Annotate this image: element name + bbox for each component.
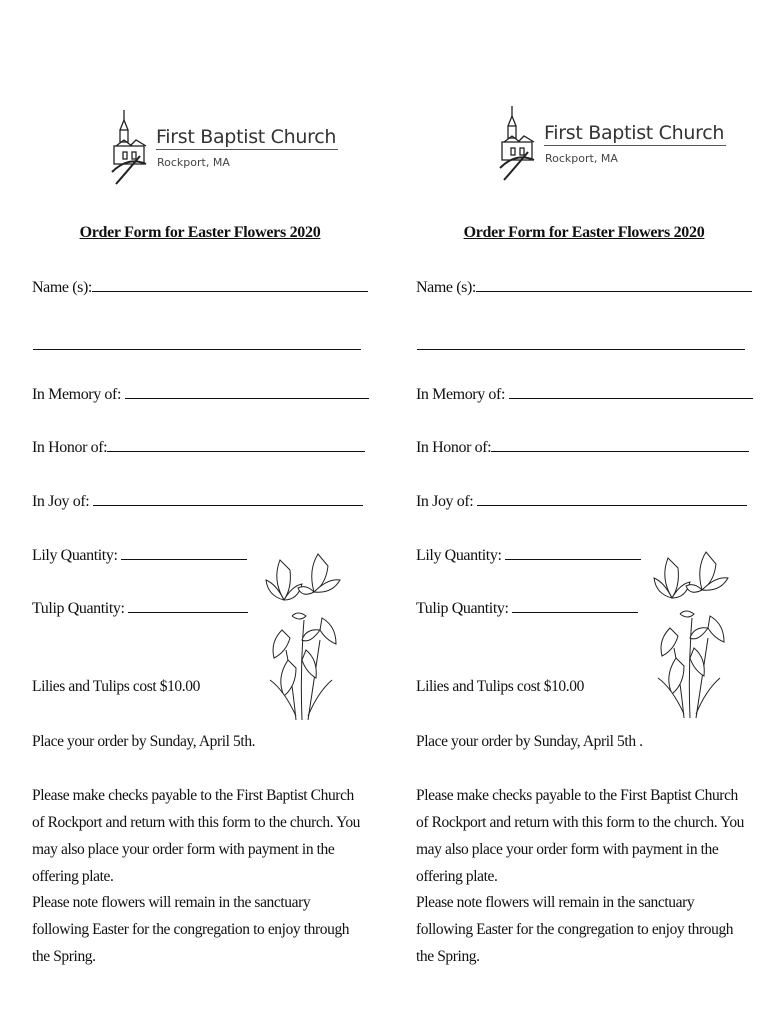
memory-field[interactable] [32,384,369,404]
honor-field[interactable] [416,437,749,457]
honor-line[interactable] [107,437,365,452]
church-icon [110,108,154,188]
joy-line[interactable] [93,491,363,506]
memory-field[interactable] [416,384,753,404]
tulip-field[interactable] [416,598,638,618]
lily-illustration [262,540,344,722]
deadline-text: Place your order by Sunday, April 5th. [32,733,256,750]
honor-line[interactable] [491,437,749,452]
order-form-right [414,0,770,1024]
memory-line[interactable] [125,384,369,399]
memory-label: In Memory of: [416,386,506,403]
name-field[interactable] [32,277,368,297]
church-icon [498,104,542,184]
tulip-label: Tulip Quantity: [416,600,509,617]
honor-field[interactable] [32,437,365,457]
joy-line[interactable] [477,491,747,506]
lily-label: Lily Quantity: [32,547,118,564]
lily-field[interactable] [416,545,641,565]
form-title: Order Form for Easter Flowers 2020 [463,224,705,241]
cost-text: Lilies and Tulips cost $10.00 [32,678,200,695]
tulip-label: Tulip Quantity: [32,600,125,617]
name-second-line[interactable] [33,348,361,350]
memory-label: In Memory of: [32,386,122,403]
name-label: Name (s): [416,279,476,296]
note-text: Please note flowers will remain in the sanctuary following Easter for the congregation to enjoy through the Spring. [32,894,350,965]
memory-line[interactable] [509,384,753,399]
name-second-line[interactable] [417,348,745,350]
cost-text: Lilies and Tulips cost $10.00 [416,678,584,695]
name-label: Name (s): [32,279,92,296]
church-name: First Baptist Church [544,122,725,144]
tulip-line[interactable] [128,598,248,613]
church-location: Rockport, MA [157,156,230,169]
church-logo [110,108,337,188]
lily-line[interactable] [505,545,641,560]
honor-label: In Honor of: [416,439,492,456]
name-line[interactable] [476,277,752,292]
form-title: Order Form for Easter Flowers 2020 [79,224,321,241]
deadline-text: Place your order by Sunday, April 5th . [416,733,643,750]
joy-label: In Joy of: [32,493,90,510]
checks-text: Please make checks payable to the First Baptist Church of Rockport and return with this form to the church. You may also place your order form with payment in the offering plate. [416,787,745,885]
honor-label: In Honor of: [32,439,108,456]
checks-text: Please make checks payable to the First Baptist Church of Rockport and return with this form to the church. You may also place your order form with payment in the offering plate. [32,787,361,885]
name-line[interactable] [92,277,368,292]
joy-label: In Joy of: [416,493,474,510]
tulip-line[interactable] [512,598,638,613]
note-text: Please note flowers will remain in the sanctuary following Easter for the congregation to enjoy through the Spring. [416,894,734,965]
lily-field[interactable] [32,545,247,565]
church-name: First Baptist Church [156,126,337,148]
joy-field[interactable] [32,491,363,511]
tulip-field[interactable] [32,598,248,618]
church-location: Rockport, MA [545,152,618,165]
lily-label: Lily Quantity: [416,547,502,564]
order-form-left [30,0,390,1024]
church-logo [498,104,725,184]
lily-illustration [650,538,732,720]
name-field[interactable] [416,277,752,297]
joy-field[interactable] [416,491,747,511]
lily-line[interactable] [121,545,247,560]
